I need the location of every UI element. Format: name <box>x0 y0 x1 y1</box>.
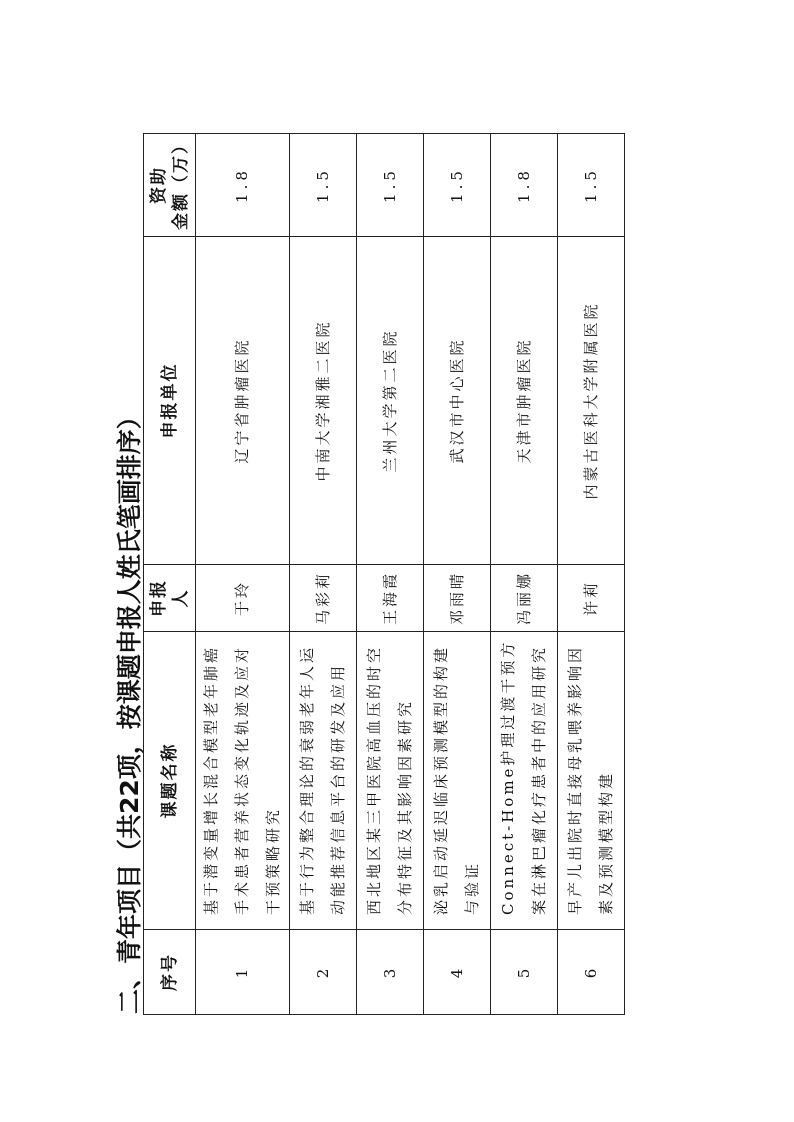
grant-table <box>143 133 625 1015</box>
header-funding-line1: 资助 <box>148 166 169 204</box>
row-title: 西北地区某三甲医院高血压的时空分布特征及其影响因素研究 <box>357 632 424 930</box>
header-unit: 申报单位 <box>144 237 196 565</box>
header-index: 序号 <box>144 930 196 1015</box>
row-unit: 中南大学湘雅二医院 <box>290 237 357 565</box>
row-index: 4 <box>424 930 491 1015</box>
row-index: 3 <box>357 930 424 1015</box>
table-row <box>357 134 424 1015</box>
row-title: 基于潜变量增长混合模型老年肺癌手术患者营养状态变化轨迹及应对干预策略研究 <box>196 632 290 930</box>
row-funding: 1.8 <box>196 134 290 237</box>
header-applicant: 申报人 <box>144 565 196 632</box>
section-heading: 二、青年项目（共22项，按课题申报人姓氏笔画排序） <box>115 404 144 1014</box>
row-applicant: 马彩莉 <box>290 565 357 632</box>
row-unit: 武汉市中心医院 <box>424 237 491 565</box>
row-index: 6 <box>558 930 625 1015</box>
table-row <box>491 134 558 1015</box>
row-applicant: 许莉 <box>558 565 625 632</box>
row-funding: 1.5 <box>290 134 357 237</box>
row-unit: 辽宁省肿瘤医院 <box>196 237 290 565</box>
table-row <box>196 134 290 1015</box>
row-funding: 1.5 <box>558 134 625 237</box>
row-applicant: 王海霞 <box>357 565 424 632</box>
row-index: 5 <box>491 930 558 1015</box>
row-title: 早产儿出院时直接母乳喂养影响因素及预测模型构建 <box>558 632 625 930</box>
table-header-row <box>144 134 196 1015</box>
header-funding <box>144 134 196 237</box>
row-unit: 天津市肿瘤医院 <box>491 237 558 565</box>
row-unit: 兰州大学第二医院 <box>357 237 424 565</box>
row-index: 2 <box>290 930 357 1015</box>
table-row <box>424 134 491 1015</box>
header-title: 课题名称 <box>144 632 196 930</box>
row-funding: 1.8 <box>491 134 558 237</box>
row-applicant: 冯丽娜 <box>491 565 558 632</box>
row-index: 1 <box>196 930 290 1015</box>
row-applicant: 于玲 <box>196 565 290 632</box>
header-funding-line2: 金额（万） <box>170 135 191 230</box>
table-row <box>558 134 625 1015</box>
row-applicant: 邓雨晴 <box>424 565 491 632</box>
row-title: Connect-Home护理过渡干预方案在淋巴瘤化疗患者中的应用研究 <box>491 632 558 930</box>
row-funding: 1.5 <box>357 134 424 237</box>
row-title: 泌乳启动延迟临床预测模型的构建与验证 <box>424 632 491 930</box>
row-funding: 1.5 <box>424 134 491 237</box>
row-title: 基于行为整合理论的衰弱老年人运动能推荐信息平台的研发及应用 <box>290 632 357 930</box>
row-unit: 内蒙古医科大学附属医院 <box>558 237 625 565</box>
table-row <box>290 134 357 1015</box>
